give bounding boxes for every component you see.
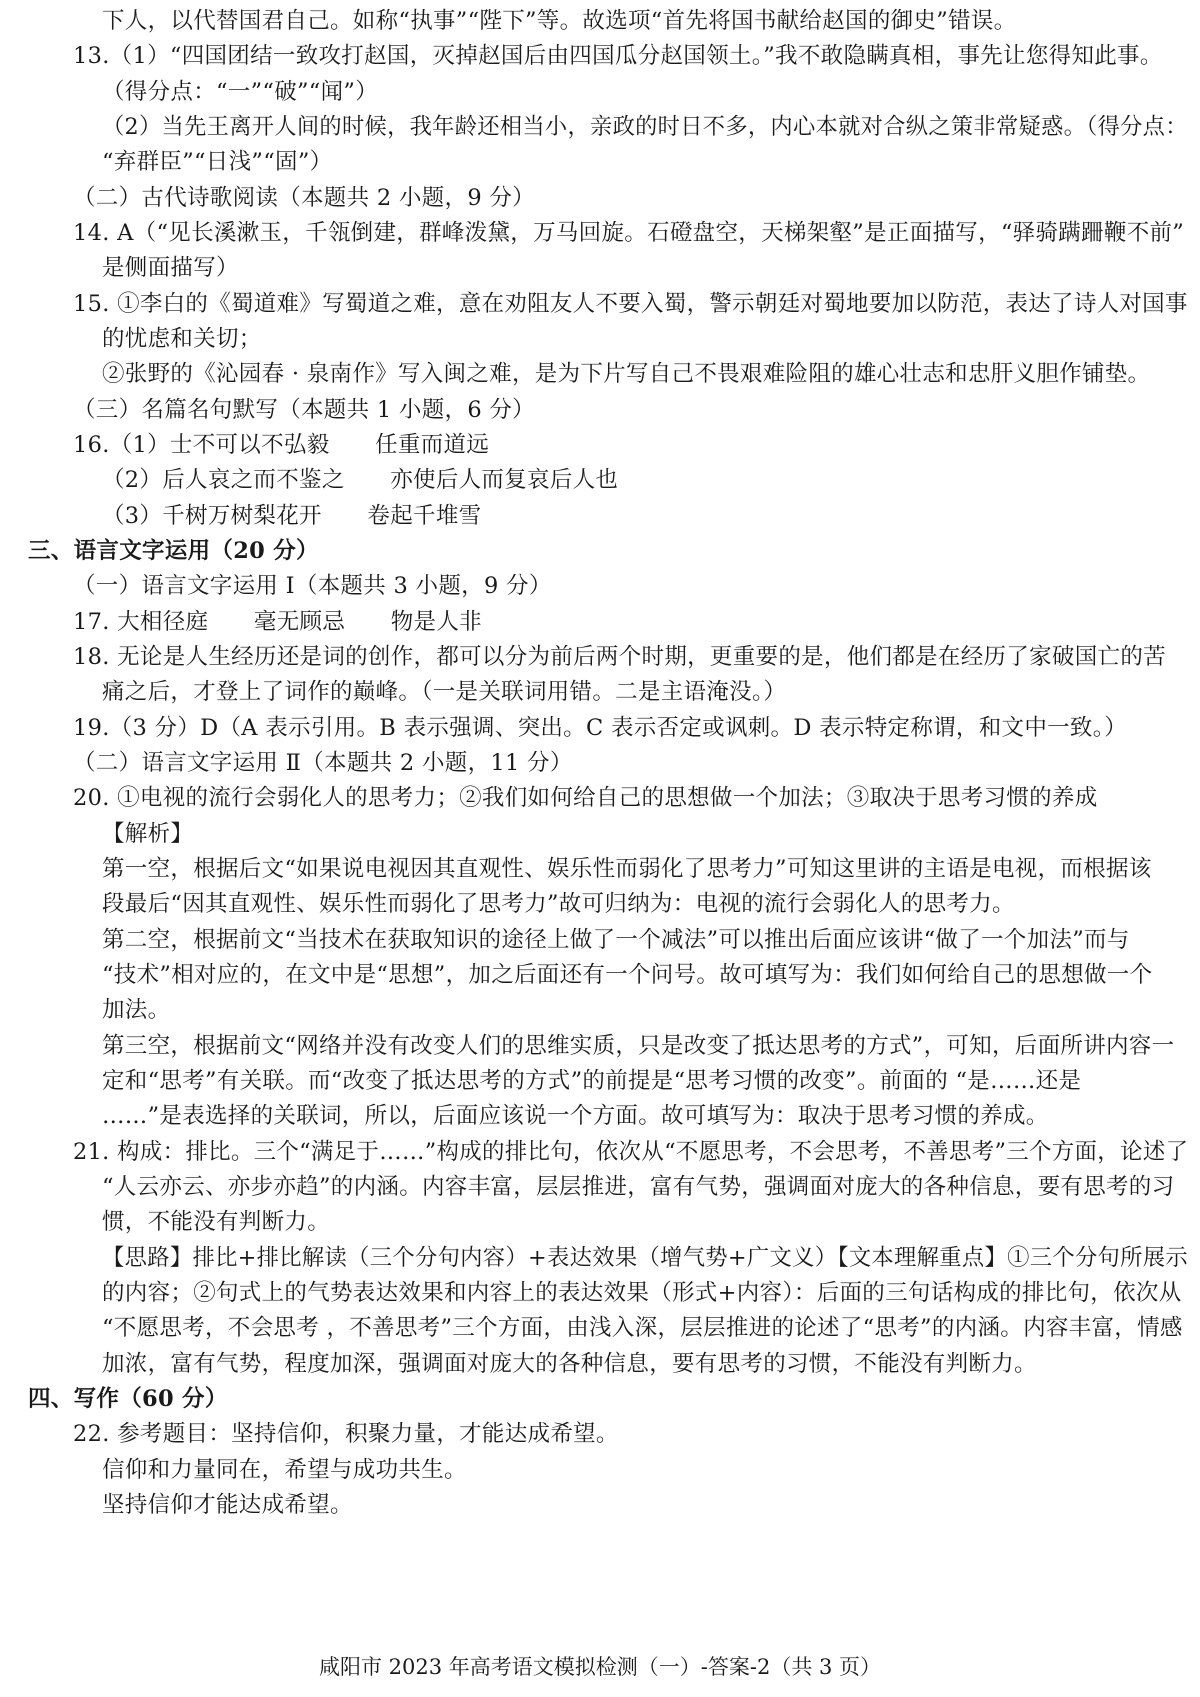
text-line: （2）当先王离开人间的时候，我年龄还相当小，亲政的时日不多，内心本就对合纵之策非常疑惑。（得分点： (102, 114, 1188, 140)
page-footer: 咸阳市 2023 年高考语文模拟检测（一）-答案-2（共 3 页） (318, 1655, 882, 1679)
text-line: 22. 参考题目：坚持信仰，积聚力量，才能达成希望。 (73, 1421, 619, 1447)
text-line: “技术”相对应的，在文中是“思想”，加之后面还有一个问号。故可填写为：我们如何给自己的思想做一个 (102, 962, 1153, 988)
text-line: （三）名篇名句默写（本题共 1 小题，6 分） (73, 397, 535, 423)
text-line: 加法。 (102, 997, 171, 1023)
text-line: 21. 构成：排比。三个“满足于……”构成的排比句，依次从“不愿思考，不会思考，不善思考”三个方面，论述了 (73, 1139, 1189, 1165)
section-heading: 三、语言文字运用（20 分） (28, 538, 319, 564)
text-line: 定和“思考”有关联。而“改变了抵达思考的方式”的前提是“思考习惯的改变”。前面的 “是……还是 (102, 1068, 1082, 1094)
text-line: 的内容；②句式上的气势表达效果和内容上的表达效果（形式+内容）：后面的三句话构成的排比句，依次从 (102, 1280, 1182, 1306)
text-line: 痛之后，才登上了词作的巅峰。（一是关联词用错。二是主语淹没。） (102, 679, 787, 705)
text-line: 18. 无论是人生经历还是词的创作，都可以分为前后两个时期，更重要的是，他们都是在经历了家破国亡的苦 (73, 644, 1166, 670)
text-line: 坚持信仰才能达成希望。 (102, 1492, 353, 1518)
text-line: 【解析】 (102, 821, 194, 847)
text-line: 是侧面描写） (102, 255, 239, 281)
text-line: 信仰和力量同在，希望与成功共生。 (102, 1457, 467, 1483)
text-line: “不愿思考，不会思考 ，不善思考”三个方面，由浅入深，层层推进的论述了“思考”的内涵。内容丰富，情感 (102, 1315, 1183, 1341)
text-line: 17. 大相径庭 毫无顾忌 物是人非 (73, 609, 482, 635)
text-line: （2）后人哀之而不鉴之 亦使后人而复哀后人也 (102, 467, 619, 493)
text-line: 加浓，富有气势，程度加深，强调面对庞大的各种信息，要有思考的习惯，不能没有判断力。 (102, 1351, 1037, 1377)
text-line: 第三空，根据前文“网络并没有改变人们的思维实质，只是改变了抵达思考的方式”，可知，后面所讲内容一 (102, 1033, 1175, 1059)
text-line: “人云亦云、亦步亦趋”的内涵。内容丰富，层层推进，富有气势，强调面对庞大的各种信息，要有思考的习 (102, 1174, 1175, 1200)
text-line: （得分点：“一”“破”“闻”） (102, 79, 379, 105)
text-line: （3）千树万树梨花开 卷起千堆雪 (102, 503, 482, 529)
text-line: ……”是表选择的关联词，所以，后面应该说一个方面。故可填写为：取决于思考习惯的养成。 (102, 1103, 1049, 1129)
text-line: 段最后“因其直观性、娱乐性而弱化了思考力”故可归纳为：电视的流行会弱化人的思考力。 (102, 891, 1015, 917)
text-line: （二）古代诗歌阅读（本题共 2 小题，9 分） (73, 185, 535, 211)
text-line: 【思路】排比+排比解读（三个分句内容）+表达效果（增气势+广文义）【文本理解重点】①三个分句所展示 (102, 1245, 1189, 1271)
text-line: 19.（3 分）D（A 表示引用。B 表示强调、突出。C 表示否定或讽刺。D 表示特定称谓，和文中一致。） (73, 715, 1128, 741)
text-line: 20. ①电视的流行会弱化人的思考力；②我们如何给自己的思想做一个加法；③取决于思考习惯的养成 (73, 785, 1098, 811)
text-line: ②张野的《沁园春 · 泉南作》写入闽之难，是为下片写自己不畏艰难险阻的雄心壮志和忠肝义胆作铺垫。 (102, 361, 1151, 387)
text-line: （一）语言文字运用 Ⅰ（本题共 3 小题，9 分） (73, 573, 552, 599)
text-line: 14. A（“见长溪漱玉，千瓴倒建，群峰泼黛，万马回旋。石磴盘空，天梯架壑”是正面描写，“驿骑蹒跚鞭不前” (73, 220, 1185, 246)
section-heading: 四、写作（60 分） (28, 1386, 228, 1412)
text-line: “弃群臣”“日浅”“固”） (102, 149, 333, 175)
text-line: 的忧虑和关切； (102, 326, 262, 352)
text-line: （二）语言文字运用 Ⅱ（本题共 2 小题，11 分） (73, 750, 573, 776)
text-line: 第二空，根据前文“当技术在获取知识的途径上做了一个减法”可以推出后面应该讲“做了一个加法”而与 (102, 927, 1130, 953)
text-line: 13.（1）“四国团结一致攻打赵国，灭掉赵国后由四国瓜分赵国领土。”我不敢隐瞒真相，事先让您得知此事。 (73, 43, 1163, 69)
text-line: 惯，不能没有判断力。 (102, 1209, 331, 1235)
text-line: 15. ①李白的《蜀道难》写蜀道之难，意在劝阻友人不要入蜀，警示朝廷对蜀地要加以防范，表达了诗人对国事 (73, 291, 1188, 317)
text-line: 16.（1）士不可以不弘毅 任重而道远 (73, 432, 490, 458)
text-line: 第一空，根据后文“如果说电视因其直观性、娱乐性而弱化了思考力”可知这里讲的主语是电视，而根据该 (102, 856, 1152, 882)
text-line: 下人，以代替国君自己。如称“执事”“陛下”等。故选项“首先将国书献给赵国的御史”错误。 (102, 8, 1017, 34)
